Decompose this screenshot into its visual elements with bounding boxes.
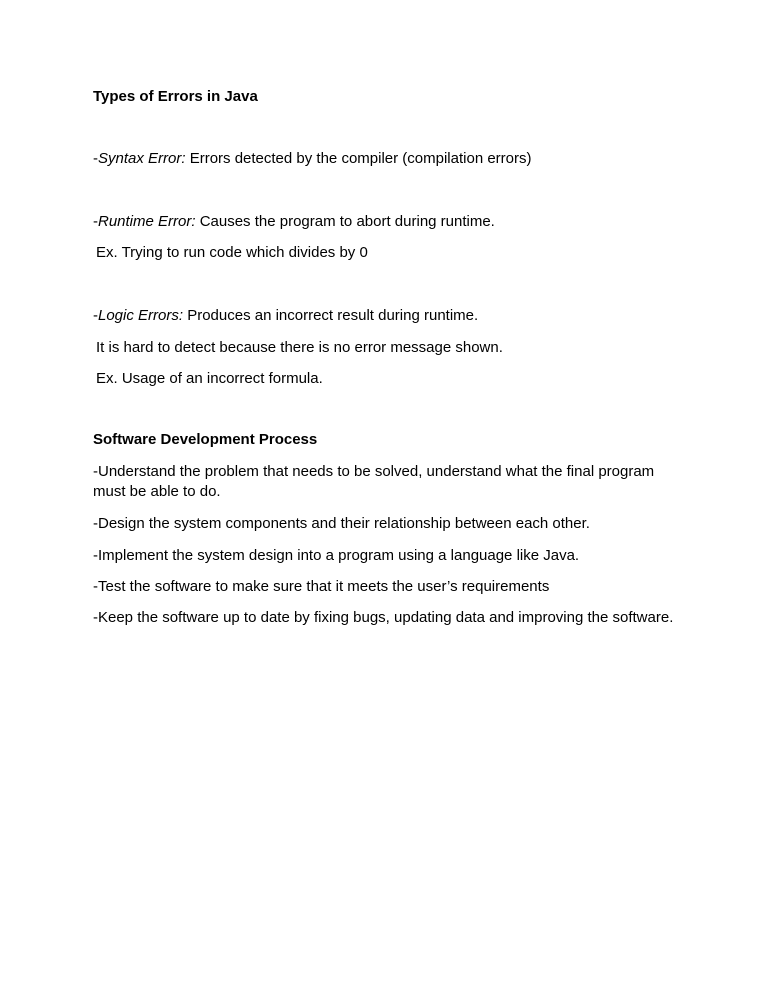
logic-error-item	[93, 306, 693, 326]
process-step: -Test the software to make sure that it meets the user’s requirements	[93, 578, 550, 595]
process-step: -Keep the software up to date by fixing bugs, updating data and improving the software.	[93, 609, 674, 626]
syntax-prefix: -	[93, 150, 98, 167]
logic-example: Ex. Usage of an incorrect formula.	[96, 370, 323, 387]
process-step: -Implement the system design into a program using a language like Java.	[93, 547, 580, 564]
logic-note: It is hard to detect because there is no error message shown.	[96, 339, 503, 356]
logic-prefix: -	[93, 307, 98, 324]
process-step: -Design the system components and their relationship between each other.	[93, 515, 590, 532]
runtime-term: Runtime Error:	[98, 213, 196, 230]
runtime-description: Causes the program to abort during runtime.	[195, 213, 495, 230]
logic-description: Produces an incorrect result during runtime.	[183, 307, 479, 324]
runtime-error-item	[93, 212, 693, 232]
process-step: -Understand the problem that needs to be solved, understand what the final program must be able to do.	[93, 463, 655, 500]
process-heading: Software Development Process	[93, 431, 318, 448]
syntax-error-item	[93, 149, 693, 169]
syntax-description: Errors detected by the compiler (compilation errors)	[185, 150, 532, 167]
logic-term: Logic Errors:	[98, 307, 184, 324]
runtime-prefix: -	[93, 213, 98, 230]
errors-heading: Types of Errors in Java	[93, 88, 258, 105]
runtime-example: Ex. Trying to run code which divides by 0	[96, 244, 368, 261]
syntax-term: Syntax Error:	[98, 150, 186, 167]
